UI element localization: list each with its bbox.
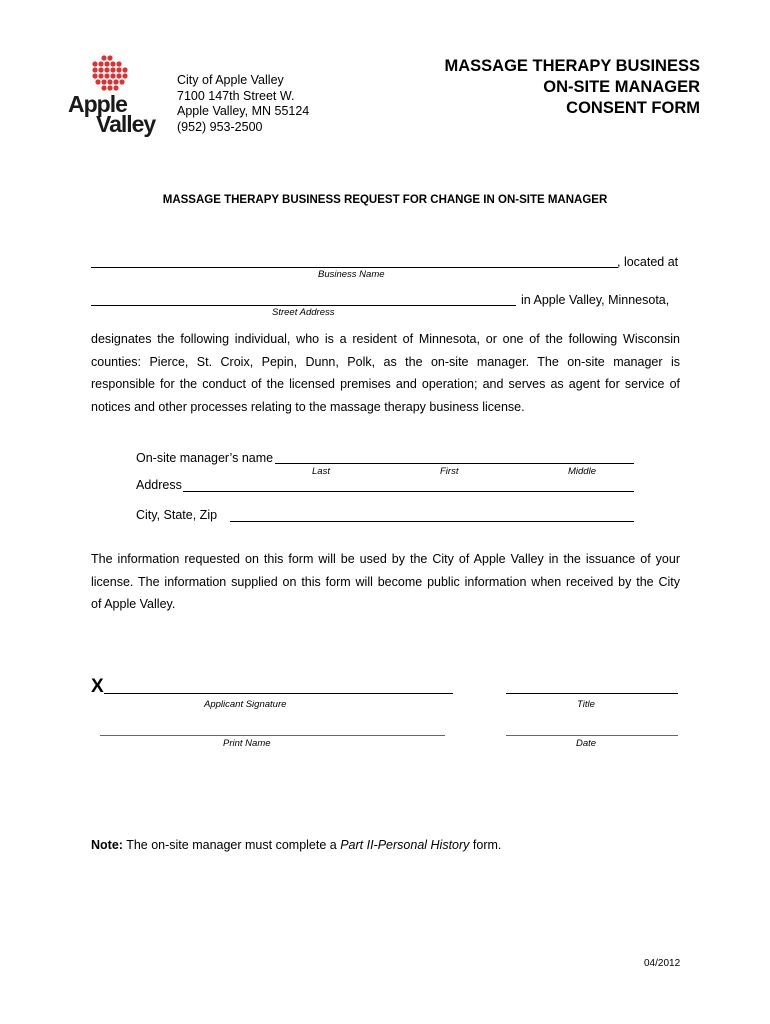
note-label: Note:	[91, 838, 123, 852]
paragraph-line: counties: Pierce, St. Croix, Pepin, Dunn, Polk, as the on-site manager. The on-site manager is	[91, 354, 680, 369]
title-line: CONSENT FORM	[566, 99, 700, 117]
address-line: 7100 147th Street W.	[177, 88, 295, 103]
in-apple-valley-text: in Apple Valley, Minnesota,	[521, 293, 670, 307]
date-field[interactable]	[506, 722, 678, 736]
print-name-caption: Print Name	[223, 738, 271, 749]
title-field[interactable]	[506, 680, 678, 694]
paragraph-line: responsible for the conduct of the licensed premises and operation; and serves as agent for service of	[91, 377, 680, 391]
signature-x-mark: X	[91, 676, 104, 697]
address-line: (952) 953-2500	[177, 119, 263, 134]
name-caption-last: Last	[312, 466, 330, 477]
title-line: MASSAGE THERAPY BUSINESS	[444, 57, 700, 75]
logo-word-valley: Valley	[96, 111, 156, 137]
name-caption-middle: Middle	[568, 466, 596, 477]
business-name-caption: Business Name	[318, 269, 385, 280]
public-information-paragraph	[91, 548, 680, 616]
manager-name-label: On-site manager’s name	[136, 451, 274, 465]
note-suffix: form.	[472, 838, 502, 852]
located-at-text: , located at	[617, 255, 679, 269]
date-caption: Date	[576, 738, 597, 749]
title-line: ON-SITE MANAGER	[543, 78, 700, 96]
manager-name-field[interactable]	[275, 450, 634, 464]
address-line: City of Apple Valley	[177, 73, 284, 87]
paragraph-line: notices and other processes relating to the massage therapy business license.	[91, 399, 525, 414]
note-text	[91, 838, 501, 852]
note-form-name: Part II-Personal History	[340, 838, 470, 852]
paragraph-line: of Apple Valley.	[91, 597, 176, 611]
form-subheading: MASSAGE THERAPY BUSINESS REQUEST FOR CHANGE IN ON-SITE MANAGER	[162, 194, 608, 206]
applicant-signature-field[interactable]	[104, 680, 453, 694]
form-title	[445, 56, 701, 119]
applicant-signature-caption: Applicant Signature	[204, 699, 287, 710]
paragraph-line: The information requested on this form will be used by the City of Apple Valley in the issuance of your	[91, 552, 680, 566]
print-name-field[interactable]	[100, 722, 445, 736]
address-field[interactable]	[183, 478, 634, 492]
address-line: Apple Valley, MN 55124	[177, 104, 310, 118]
city-address-block	[177, 73, 309, 135]
logo-dots	[92, 55, 127, 90]
city-state-zip-label: City, State, Zip	[136, 508, 218, 522]
address-label: Address	[136, 478, 182, 492]
paragraph-line: license. The information supplied on this form will become public information when received by the City	[91, 574, 680, 589]
logo-word-apple: Apple	[68, 91, 127, 117]
paragraph-line: designates the following individual, who is a resident of Minnesota, or one of the following Wisconsin	[91, 332, 680, 346]
designation-paragraph	[91, 328, 680, 418]
street-address-caption: Street Address	[272, 307, 335, 318]
city-state-zip-field[interactable]	[230, 508, 634, 522]
note-body: The on-site manager must complete a	[126, 838, 337, 852]
title-caption: Title	[577, 699, 595, 710]
name-caption-first: First	[440, 466, 459, 477]
business-name-field[interactable]	[91, 254, 618, 268]
revision-date: 04/2012	[644, 958, 681, 969]
street-address-field[interactable]	[91, 292, 516, 306]
